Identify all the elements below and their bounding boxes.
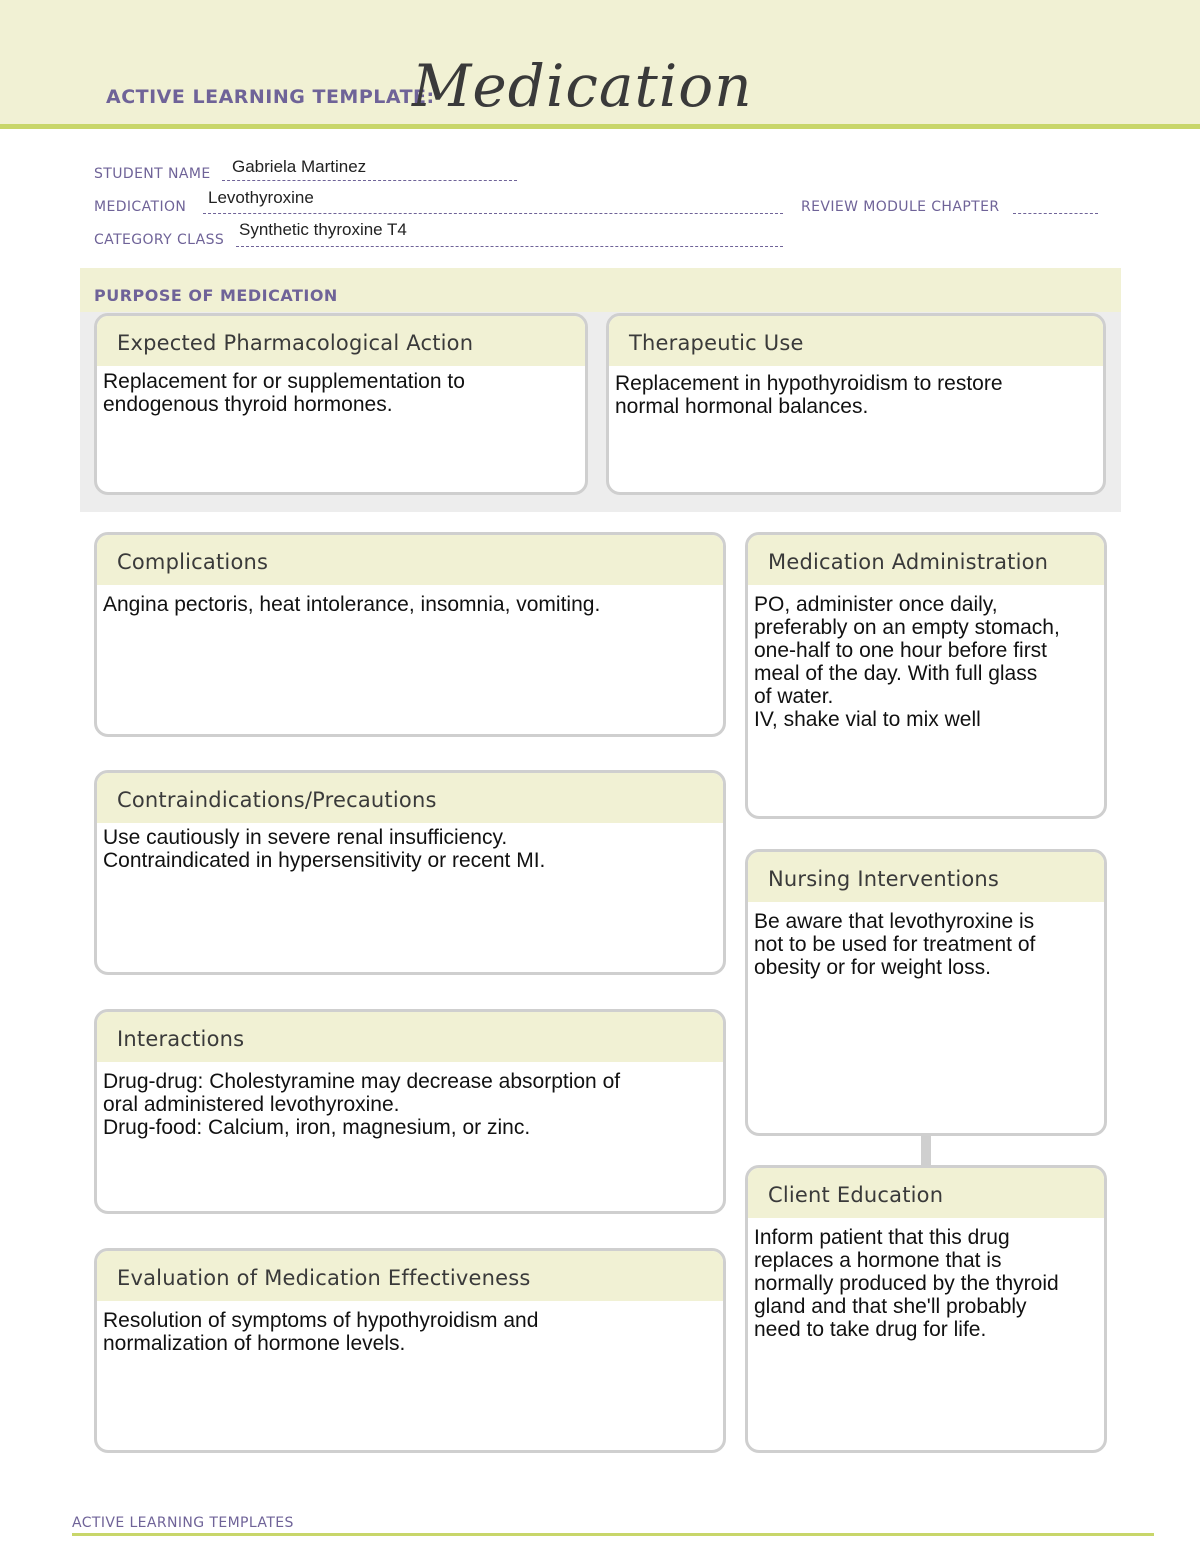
page-title: Medication <box>412 52 753 120</box>
interactions-box <box>94 1009 726 1214</box>
interactions-text[interactable]: Drug-drug: Cholestyramine may decrease absorption of oral administered levothyroxine. Drug-food: Calcium, iron, magnesium, or zinc. <box>103 1070 621 1139</box>
nursing-box <box>745 849 1107 1136</box>
administration-text[interactable]: PO, administer once daily, preferably on an empty stomach, one-half to one hour before first meal of the day. With full glass of water. IV, shake vial to mix well <box>754 593 1060 731</box>
nursing-text[interactable]: Be aware that levothyroxine is not to be used for treatment of obesity or for weight loss. <box>754 910 1036 979</box>
category-class-row <box>94 231 224 248</box>
review-module-row <box>801 198 1000 215</box>
medication-label: MEDICATION <box>94 199 187 215</box>
expected-action-text[interactable]: Replacement for or supplementation to endogenous thyroid hormones. <box>103 370 465 416</box>
student-name-field[interactable]: Gabriela Martinez <box>232 157 367 176</box>
education-text[interactable]: Inform patient that this drug replaces a hormone that is normally produced by the thyroid gland and that she'll probably need to take drug for life. <box>754 1226 1059 1341</box>
therapeutic-use-title: Therapeutic Use <box>609 316 1103 366</box>
contraindications-title: Contraindications/Precautions <box>97 773 723 823</box>
therapeutic-use-text[interactable]: Replacement in hypothyroidism to restore normal hormonal balances. <box>615 372 1003 418</box>
connector-bar <box>921 1135 931 1166</box>
student-name-row <box>94 165 211 182</box>
contraindications-text[interactable]: Use cautiously in severe renal insufficiency. Contraindicated in hypersensitivity or recent MI. <box>103 826 546 872</box>
evaluation-title: Evaluation of Medication Effectiveness <box>97 1251 723 1301</box>
footer-divider <box>72 1533 1154 1536</box>
administration-box <box>745 532 1107 819</box>
student-name-label: STUDENT NAME <box>94 166 211 182</box>
complications-title: Complications <box>97 535 723 585</box>
contraindications-box <box>94 770 726 975</box>
interactions-title: Interactions <box>97 1012 723 1062</box>
purpose-label: PURPOSE OF MEDICATION <box>94 286 338 305</box>
education-title: Client Education <box>748 1168 1104 1218</box>
template-label: ACTIVE LEARNING TEMPLATE: <box>106 86 435 108</box>
nursing-title: Nursing Interventions <box>748 852 1104 902</box>
medication-field[interactable]: Levothyroxine <box>208 188 314 207</box>
category-class-field[interactable]: Synthetic thyroxine T4 <box>239 220 407 239</box>
administration-title: Medication Administration <box>748 535 1104 585</box>
education-box <box>745 1165 1107 1453</box>
category-class-label: CATEGORY CLASS <box>94 232 225 248</box>
footer-text: ACTIVE LEARNING TEMPLATES <box>72 1515 294 1531</box>
evaluation-text[interactable]: Resolution of symptoms of hypothyroidism and normalization of hormone levels. <box>103 1309 539 1355</box>
therapeutic-use-box <box>606 313 1106 495</box>
expected-action-title: Expected Pharmacological Action <box>97 316 585 366</box>
complications-text[interactable]: Angina pectoris, heat intolerance, insomnia, vomiting. <box>103 593 601 616</box>
medication-row <box>94 198 186 215</box>
review-module-field[interactable] <box>1013 197 1098 214</box>
complications-box <box>94 532 726 737</box>
evaluation-box <box>94 1248 726 1453</box>
expected-action-box <box>94 313 588 495</box>
review-module-label: REVIEW MODULE CHAPTER <box>801 199 1000 215</box>
